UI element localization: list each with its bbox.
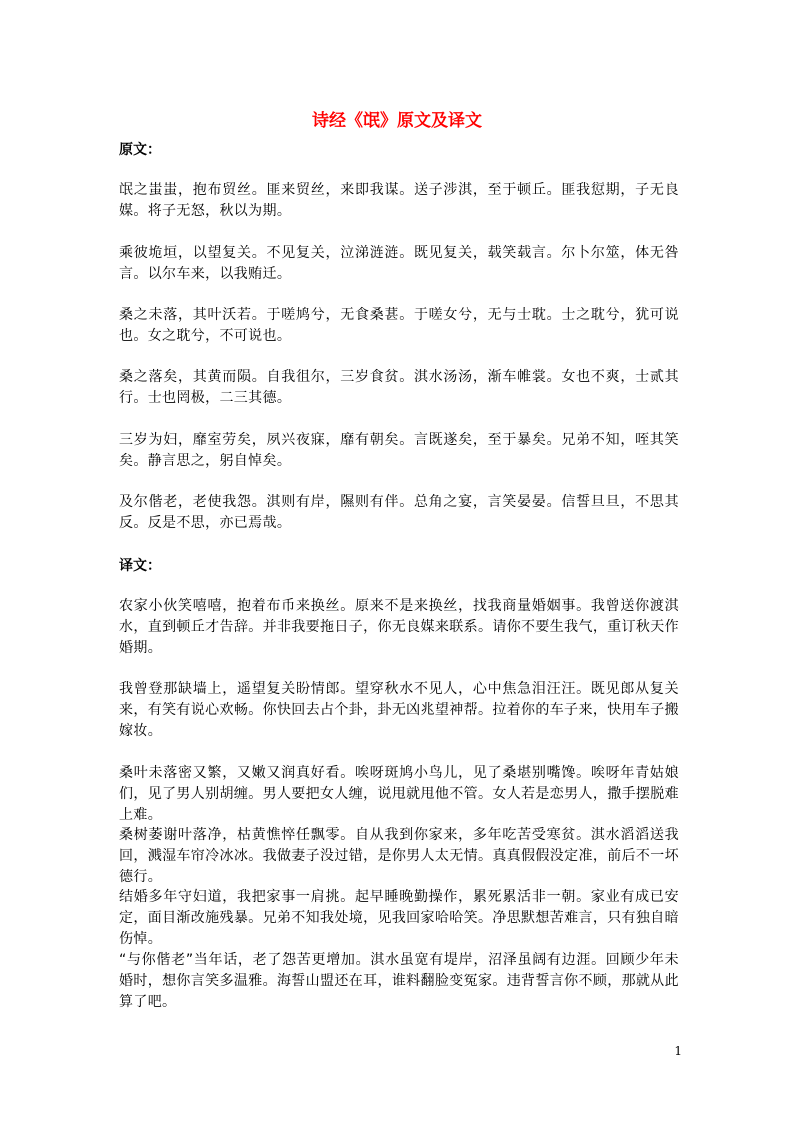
original-paragraph-6: 及尔偕老，老使我怨。淇则有岸，隰则有伴。总角之宴，言笑晏晏。信誓旦旦，不思其反。反是不思，亦已焉哉。 [119, 494, 679, 531]
original-paragraph-4: 桑之落矣，其黄而陨。自我徂尔，三岁食贫。淇水汤汤，渐车帷裳。女也不爽，士贰其行。士也罔极，二三其德。 [119, 369, 679, 406]
translation-paragraph-4: 桑树萎谢叶落净，枯黄憔悴任飘零。自从我到你家来，多年吃苦受寒贫。淇水滔滔送我回，溅湿车帘冷冰冰。我做妻子没过错，是你男人太无情。真真假假没定准，前后不一坏德行。 [119, 827, 679, 885]
original-paragraph-1: 氓之蚩蚩，抱布贸丝。匪来贸丝，来即我谋。送子涉淇，至于顿丘。匪我愆期，子无良媒。将子无怒，秋以为期。 [119, 182, 679, 219]
translation-paragraph-6: “与你偕老”当年话，老了怨苦更增加。淇水虽宽有堤岸，沼泽虽阔有边涯。回顾少年未婚时，想你言笑多温雅。海誓山盟还在耳，谁料翻脸变冤家。违背誓言你不顾，那就从此算了吧。 [119, 952, 679, 1010]
original-paragraph-2: 乘彼垝垣，以望复关。不见复关，泣涕涟涟。既见复关，载笑载言。尔卜尔筮，体无咎言。以尔车来，以我贿迁。 [119, 245, 679, 282]
translation-paragraph-3: 桑叶未落密又繁，又嫩又润真好看。唉呀斑鸠小鸟儿，见了桑堪别嘴馋。唉呀年青姑娘们，见了男人别胡缠。男人要把女人缠，说甩就甩他不管。女人若是恋男人，撒手摆脱难上难。 [119, 765, 679, 823]
translation-paragraph-1: 农家小伙笑嘻嘻，抱着布币来换丝。原来不是来换丝，找我商量婚姻事。我曾送你渡淇水，直到顿丘才告辞。并非我要拖日子，你无良媒来联系。请你不要生我气，重订秋天作婚期。 [119, 598, 679, 656]
original-text-heading: 原文： [119, 142, 161, 158]
translation-paragraph-2: 我曾登那缺墙上，遥望复关盼情郎。望穿秋水不见人，心中焦急泪汪汪。既见郎从复关来，有笑有说心欢畅。你快回去占个卦，卦无凶兆望神帮。拉着你的车子来，快用车子搬嫁妆。 [119, 681, 679, 739]
translation-heading: 译文： [119, 558, 161, 574]
document-title: 诗经《氓》原文及译文 [312, 111, 482, 131]
page-number: 1 [674, 1044, 682, 1058]
translation-paragraph-5: 结婚多年守妇道，我把家事一肩挑。起早睡晚勤操作，累死累活非一朝。家业有成已安定，面目渐改施残暴。兄弟不知我处境，见我回家哈哈笑。净思默想苦难言，只有独自暗伤悼。 [119, 889, 679, 947]
original-paragraph-5: 三岁为妇，靡室劳矣，夙兴夜寐，靡有朝矣。言既遂矣，至于暴矣。兄弟不知，咥其笑矣。静言思之，躬自悼矣。 [119, 432, 679, 469]
original-paragraph-3: 桑之未落，其叶沃若。于嗟鸠兮，无食桑葚。于嗟女兮，无与士耽。士之耽兮，犹可说也。女之耽兮，不可说也。 [119, 307, 679, 344]
